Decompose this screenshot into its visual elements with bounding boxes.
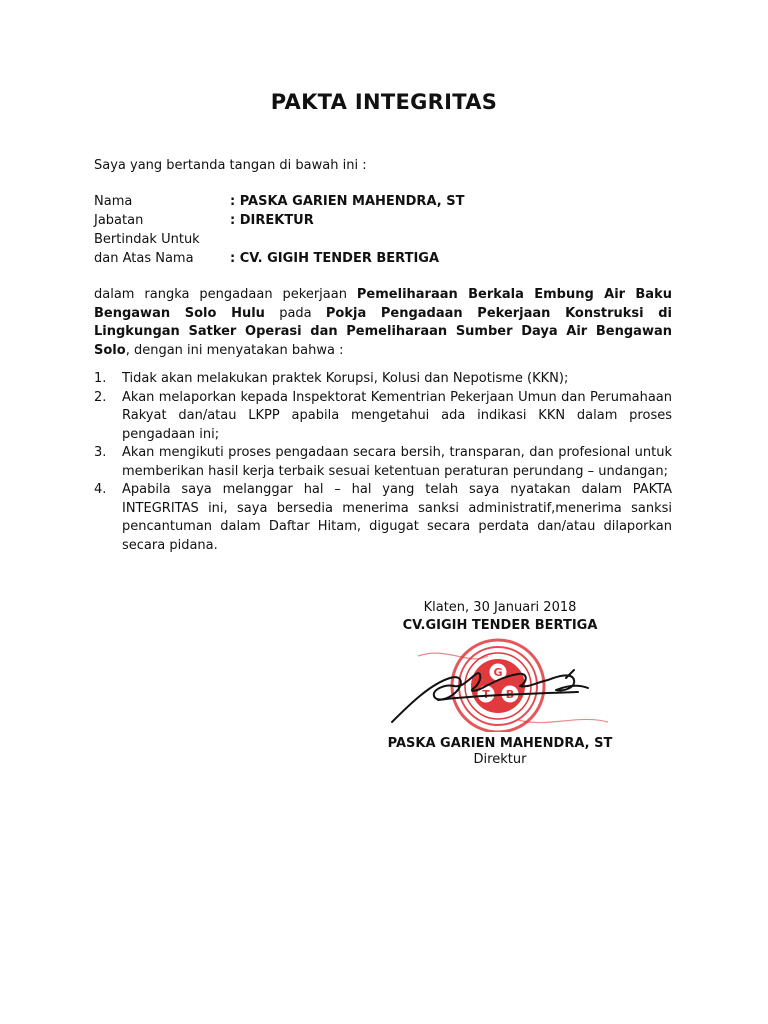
paragraph-pokja-name: Pokja Pengadaan Pekerjaan Konstruksi di Lingkungan Satker Operasi dan Pemeliharaan Sumber Daya Air Bengawan Solo: [94, 305, 672, 358]
intro-text: Saya yang bertanda tangan di bawah ini :: [94, 158, 367, 173]
statement-paragraph: [94, 286, 672, 360]
paragraph-project-name: Pemeliharaan Berkala Embung Air Baku Bengawan Solo Hulu: [94, 287, 672, 321]
list-item-number: 2.: [94, 389, 107, 405]
document-title: PAKTA INTEGRITAS: [270, 90, 498, 114]
list-item-text: Akan melaporkan kepada Inspektorat Kementrian Pekerjaan Umun dan Perumahaan Rakyat dan/atau LKPP apabila mengetahui ada indikasi KKN dalam proses pengadaan ini;: [122, 389, 672, 442]
stamp-letter-b: B: [505, 688, 515, 701]
list-item-number: 4.: [94, 482, 107, 497]
field-label-nama: Nama: [94, 194, 133, 209]
list-item-number: 3.: [94, 445, 107, 460]
signature-position: Direktur: [473, 752, 527, 767]
signature-place-date: Klaten, 30 Januari 2018: [423, 600, 577, 615]
paragraph-text-3: , dengan ini menyatakan bahwa :: [125, 342, 344, 358]
statement-list: [94, 370, 672, 555]
field-label-jabatan: Jabatan: [94, 213, 144, 228]
field-value-jabatan: : DIREKTUR: [230, 213, 314, 228]
field-label-bertindak: Bertindak Untuk: [94, 232, 200, 247]
list-item: [94, 389, 672, 445]
list-item: [94, 370, 672, 389]
signature-name: PASKA GARIEN MAHENDRA, ST: [387, 736, 613, 751]
list-item: [94, 444, 672, 481]
paragraph-text-2: pada: [264, 305, 326, 321]
list-item-number: 1.: [94, 371, 107, 386]
list-item-text: Apabila saya melanggar hal – hal yang telah saya nyatakan dalam PAKTA INTEGRITAS ini, saya bersedia menerima sanksi administratif,menerima sanksi pencantuman dalam Daftar Hitam, digugat secara perdata dan/atau dilaporkan secara pidana.: [122, 482, 672, 553]
field-label-atas-nama: dan Atas Nama: [94, 251, 194, 266]
list-item-text: Tidak akan melakukan praktek Korupsi, Kolusi dan Nepotisme (KKN);: [122, 371, 569, 386]
stamp-letter-g: G: [493, 666, 503, 679]
signature-company: CV.GIGIH TENDER BERTIGA: [402, 618, 598, 633]
stamp-letter-t: T: [482, 688, 490, 701]
paragraph-text-1: dalam rangka pengadaan pekerjaan: [94, 287, 357, 302]
field-value-atas-nama: : CV. GIGIH TENDER BERTIGA: [230, 251, 440, 266]
list-item: [94, 481, 672, 555]
list-item-text: Akan mengikuti proses pengadaan secara bersih, transparan, dan profesional untuk memberikan hasil kerja terbaik sesuai ketentuan peraturan perundang – undangan;: [122, 445, 672, 479]
company-stamp-icon: [378, 636, 618, 732]
stamp-and-signature: [378, 636, 618, 732]
field-value-nama: : PASKA GARIEN MAHENDRA, ST: [230, 194, 465, 209]
